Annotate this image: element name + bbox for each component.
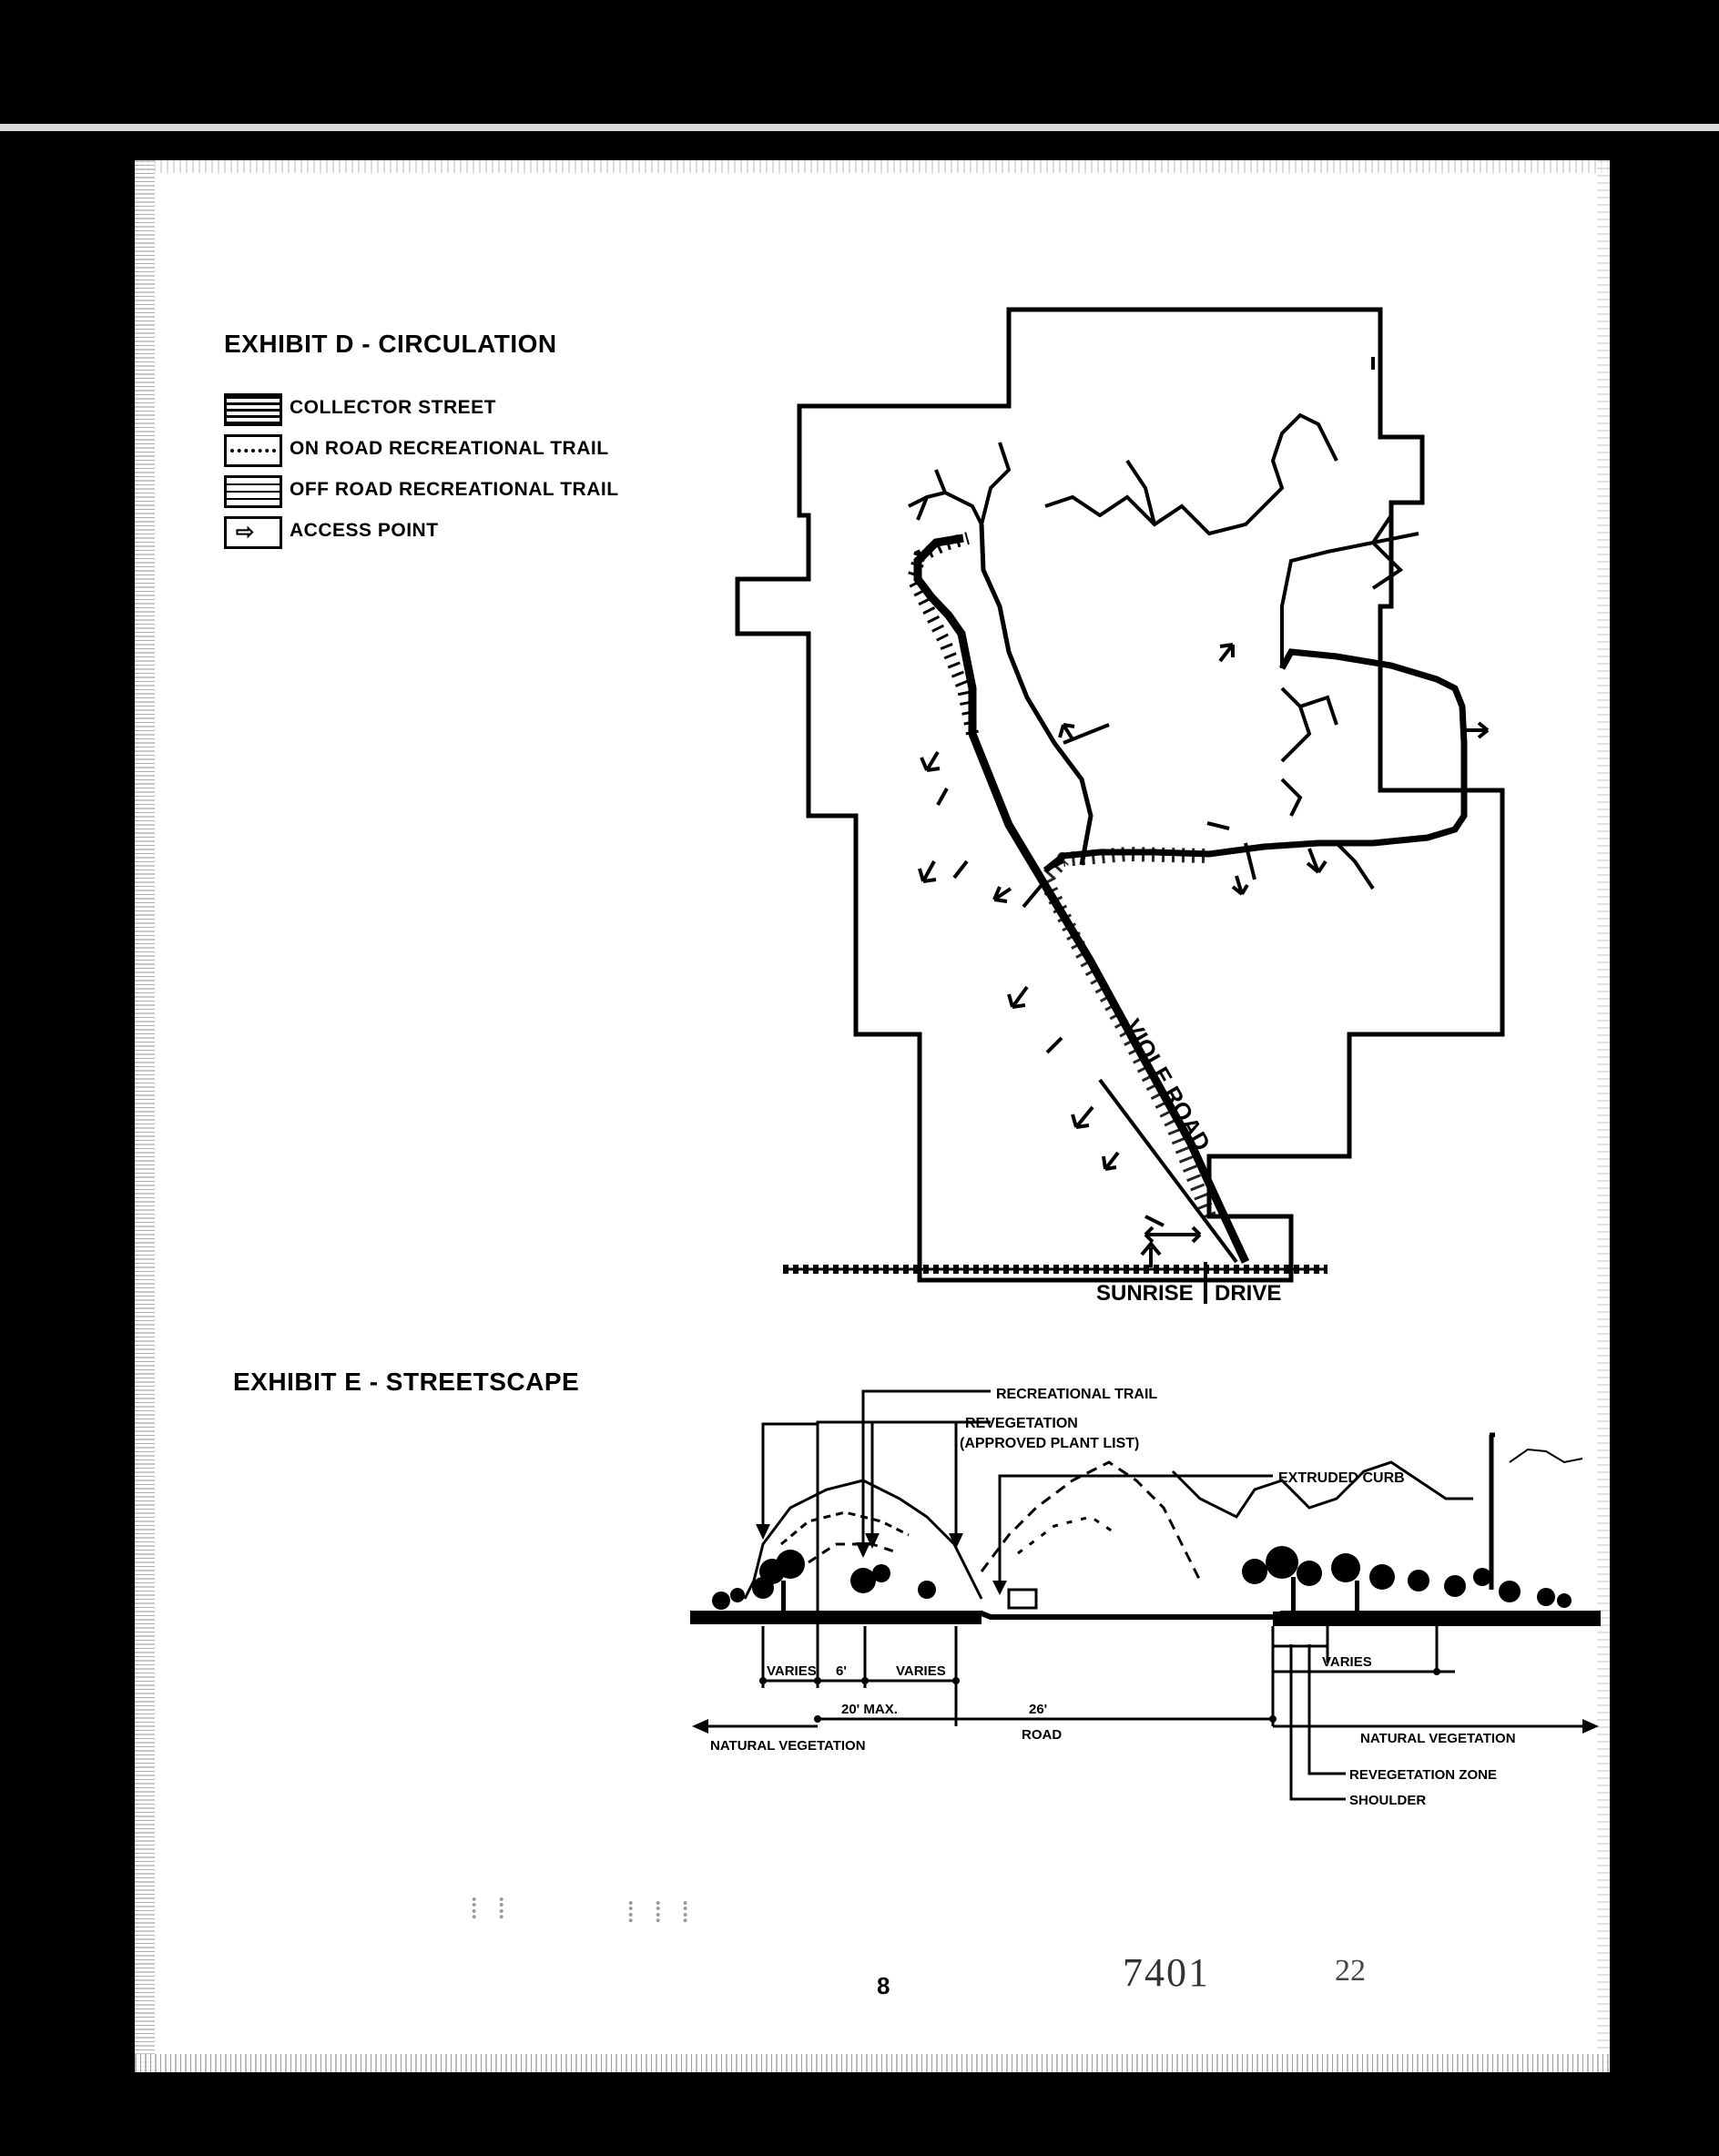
document-page [135, 160, 1610, 2072]
vegetation-clumps [712, 1546, 1572, 1617]
page-number: 8 [877, 1972, 890, 1999]
access-arrow-up [1142, 1244, 1160, 1267]
collector-street-spur [982, 524, 1091, 865]
legend-label: COLLECTOR STREET [290, 397, 496, 418]
scan-border-line [0, 124, 1719, 131]
label-6ft: 6' [836, 1663, 847, 1679]
label-20-max: 20' MAX. [841, 1702, 898, 1717]
ground-fill-right [1273, 1612, 1601, 1626]
circulation-map [699, 306, 1592, 1335]
label-approved-plant-list: (APPROVED PLANT LIST) [960, 1436, 1140, 1451]
label-shoulder: SHOULDER [1349, 1793, 1427, 1808]
legend-label: ON ROAD RECREATIONAL TRAIL [290, 438, 609, 459]
label-natural-vegetation-left: NATURAL VEGETATION [710, 1738, 866, 1754]
legend-label: ACCESS POINT [290, 520, 439, 541]
dimension-arrowheads [692, 1668, 1599, 1734]
label-recreational-trail: RECREATIONAL TRAIL [996, 1387, 1158, 1402]
streetscape-section-diagram [690, 1362, 1601, 1872]
off-road-trail-east [1282, 515, 1419, 668]
label-varies-3: VARIES [1322, 1654, 1372, 1670]
ground-fill-left [690, 1612, 982, 1624]
label-26ft: 26' [1029, 1702, 1048, 1717]
access-point-arrows [920, 645, 1488, 1242]
map-label-sunrise: SUNRISE [1096, 1281, 1194, 1306]
label-varies-2: VARIES [896, 1663, 946, 1679]
scan-artifact: ⁞ ⁞ ⁞ [626, 1896, 696, 1929]
label-varies-1: VARIES [767, 1663, 817, 1679]
collector-street-viole-road [918, 538, 1246, 1262]
scan-edge-bottom [135, 2054, 1610, 2072]
label-road: ROAD [1022, 1727, 1063, 1743]
label-revegetation: REVEGETATION [965, 1416, 1078, 1431]
exhibit-e-title: EXHIBIT E - STREETSCAPE [233, 1368, 580, 1396]
label-extruded-curb: EXTRUDED CURB [1278, 1470, 1405, 1486]
site-boundary [737, 310, 1502, 1280]
scan-artifact: ⁞ ⁞ [470, 1892, 512, 1926]
collector-street-east-loop [1045, 652, 1464, 870]
label-natural-vegetation-right: NATURAL VEGETATION [1360, 1731, 1516, 1746]
map-label-drive: DRIVE [1215, 1281, 1282, 1306]
arrow-right-icon: ⇨ [236, 520, 255, 544]
exhibit-d-title: EXHIBIT D - CIRCULATION [224, 330, 557, 358]
handwritten-stamp-suffix: 22 [1335, 1954, 1366, 1988]
label-revegetation-zone: REVEGETATION ZONE [1349, 1767, 1497, 1783]
handwritten-stamp-number: 7401 [1123, 1950, 1210, 1995]
off-road-trail-symbol [224, 475, 282, 508]
off-road-trail-center [1045, 415, 1337, 534]
off-road-trail-north [909, 442, 1009, 524]
legend-label: OFF ROAD RECREATIONAL TRAIL [290, 479, 619, 500]
on-road-trail-symbol [224, 434, 282, 467]
collector-street-symbol [224, 393, 282, 426]
scan-edge-top [135, 160, 1610, 173]
scan-edge-left [135, 160, 155, 2072]
map-label-viole-road: VIOLE ROAD [1118, 1014, 1216, 1156]
access-point-symbol [224, 516, 282, 549]
